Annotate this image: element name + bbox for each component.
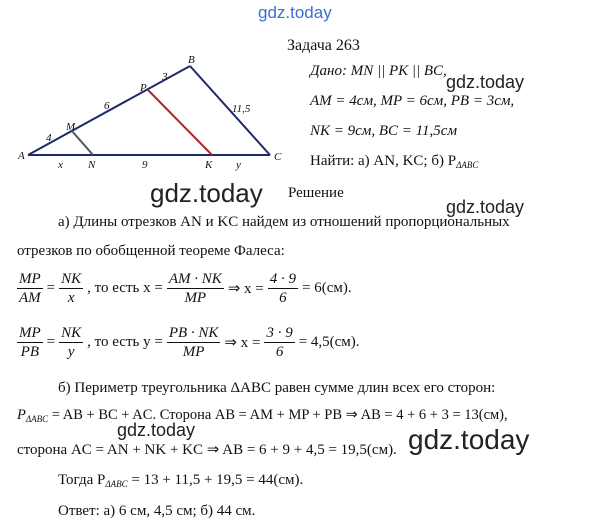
find-text: Найти: а) AN, KC; б) P <box>310 153 457 169</box>
point-p: P <box>140 82 147 94</box>
ratio-nk-x: $\frac{NK}{x}$ <box>61 271 82 306</box>
triangle-diagram <box>0 50 300 180</box>
watermark-part-a: gdz.today <box>446 197 525 217</box>
fraction-numeric: $\frac{4 \cdot 9}{6}$ <box>269 271 297 306</box>
find-line <box>310 153 478 170</box>
total-value: = 13 + 11,5 + 19,5 = 44(см). <box>131 472 304 488</box>
point-k: K <box>205 159 213 171</box>
given-line-2: AM = 4см, MP = 6см, PB = 3см, <box>310 93 515 109</box>
part-a-line-2: отрезков по обобщенной теореме Фалеса: <box>17 243 285 259</box>
label-kc: y <box>236 159 241 171</box>
point-b: B <box>188 54 195 66</box>
perimeter-formula: = AB + BC + AC. Сторона AB = AM + MP + PB ⇒ AB = 4 + 6 + 3 = 13(см), <box>51 407 508 423</box>
total-prefix: Тогда P <box>58 472 106 488</box>
ratio-mp-pb: $\frac{MP}{PB}$ <box>19 325 41 360</box>
watermark-top: gdz.today <box>258 3 332 22</box>
watermark-bottom-right: gdz.today <box>408 424 530 455</box>
segment-pk <box>148 90 212 155</box>
point-a: A <box>18 150 25 162</box>
part-b-line-1: б) Периметр треугольника ΔABC равен сумме длин всех его сторон: <box>58 380 496 396</box>
solution-heading: Решение <box>288 185 344 201</box>
point-c: C <box>274 151 282 163</box>
watermark-solution: gdz.today <box>150 178 263 208</box>
formula-kc <box>17 324 360 361</box>
part-a-line-1: а) Длины отрезков AN и KC найдем из отношений пропорциональных <box>58 214 510 230</box>
answer-line: Ответ: а) 6 см, 4,5 см; б) 44 см. <box>58 503 256 519</box>
formula-text: , то есть y = <box>87 334 163 350</box>
label-am: 4 <box>46 132 52 144</box>
given-line-1: Дано: MN || PK || BC, <box>310 63 447 79</box>
implies-text: ⇒ x = <box>224 335 261 351</box>
part-b-line-3: сторона AC = AN + NK + KC ⇒ AB = 6 + 9 + 4,5 = 19,5(см). <box>17 442 397 458</box>
label-mp: 6 <box>104 100 110 112</box>
label-bc: 11,5 <box>232 103 251 115</box>
watermark-bottom-left: gdz.today <box>117 420 196 440</box>
perimeter-subscript: ΔABC <box>25 414 49 424</box>
total-subscript: ΔABC <box>105 479 128 489</box>
ratio-mp-am: $\frac{MP}{AM}$ <box>19 271 41 306</box>
formula-result: = 6(см). <box>302 280 352 296</box>
find-subscript: ΔABC <box>456 160 479 170</box>
segment-mn <box>72 131 93 155</box>
formula-an <box>17 270 352 307</box>
total-line <box>58 472 303 489</box>
fraction-pb-nk-mp: $\frac{PB \cdot NK}{MP}$ <box>168 325 219 360</box>
implies-text: ⇒ x = <box>227 281 264 297</box>
equals-sign: = <box>46 280 56 296</box>
problem-title: Задача 263 <box>287 37 360 54</box>
perimeter-symbol: P <box>17 407 26 423</box>
point-m: M <box>66 121 76 133</box>
ratio-nk-y: $\frac{NK}{y}$ <box>61 325 82 360</box>
label-pb: 3 <box>162 71 168 83</box>
formula-text: , то есть x = <box>87 280 163 296</box>
point-n: N <box>88 159 96 171</box>
equals-sign: = <box>46 334 56 350</box>
label-an: x <box>58 159 63 171</box>
given-line-3: NK = 9см, BC = 11,5см <box>310 123 458 139</box>
side-bc <box>190 66 270 155</box>
formula-result: = 4,5(см). <box>298 334 360 350</box>
part-b-line-2 <box>17 407 508 424</box>
watermark-given: gdz.today <box>446 72 525 92</box>
fraction-am-nk-mp: $\frac{AM \cdot NK}{MP}$ <box>168 271 222 306</box>
fraction-numeric: $\frac{3 \cdot 9}{6}$ <box>266 325 293 360</box>
label-nk: 9 <box>142 159 148 171</box>
